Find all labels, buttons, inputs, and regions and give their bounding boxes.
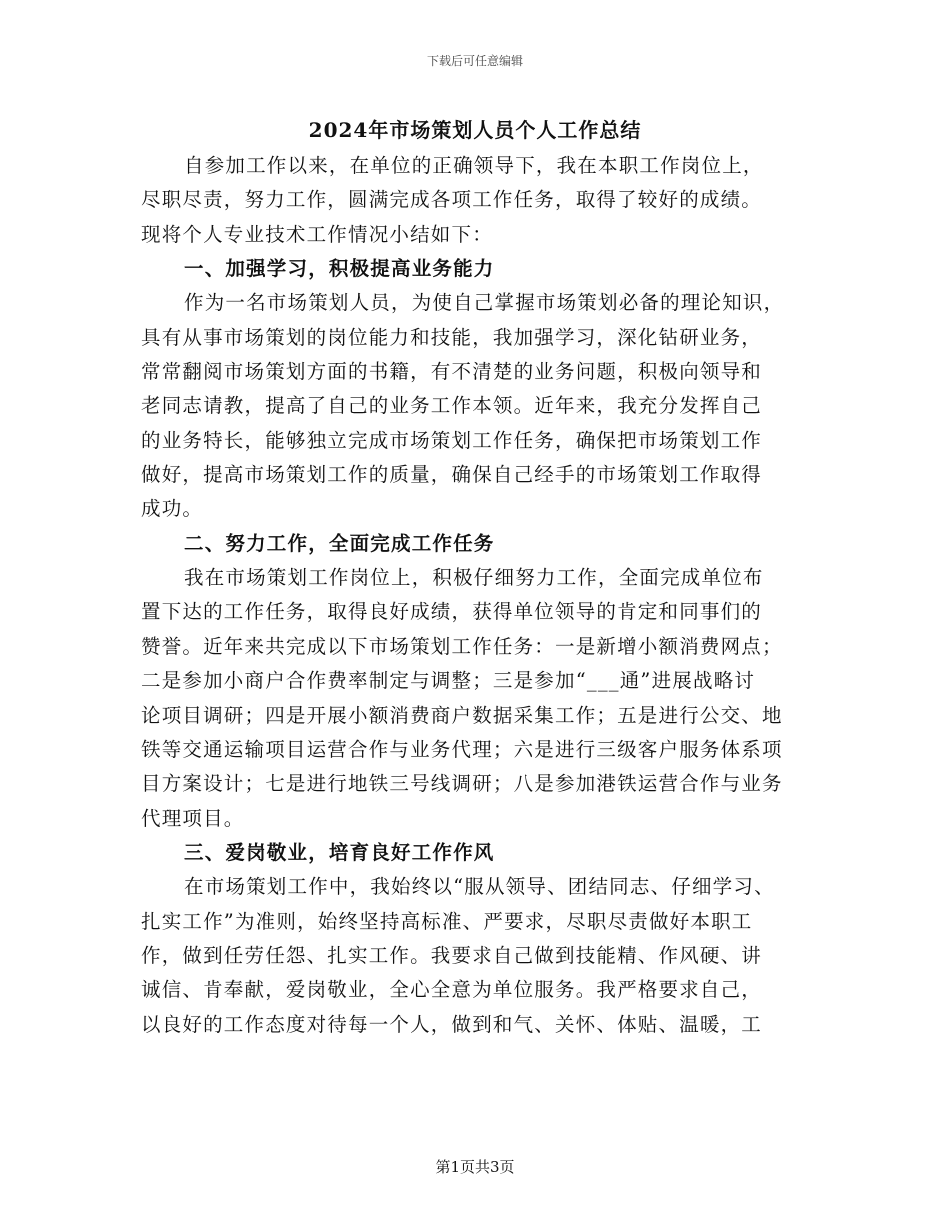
body-line: 具有从事市场策划的岗位能力和技能，我加强学习，深化钻研业务，: [141, 325, 763, 349]
body-line: 诚信、肯奉献，爱岗敬业，全心全意为单位服务。我严格要求自己，: [141, 978, 763, 1002]
document-title: 2024年市场策划人员个人工作总结: [308, 118, 642, 142]
body-line: 作，做到任劳任怨、扎实工作。我要求自己做到技能精、作风硬、讲: [141, 943, 763, 967]
body-line: 做好，提高市场策划工作的质量，确保自己经手的市场策划工作取得: [141, 463, 763, 487]
body-line: 赞誉。近年来共完成以下市场策划工作任务：一是新增小额消费网点；: [141, 634, 783, 658]
body-line: 自参加工作以来，在单位的正确领导下，我在本职工作岗位上，: [184, 154, 764, 177]
body-line: 的业务特长，能够独立完成市场策划工作任务，确保把市场策划工作: [141, 428, 763, 452]
body-line: 以良好的工作态度对待每一个人，做到和气、关怀、体贴、温暖，工: [141, 1012, 763, 1036]
body-line: 扎实工作”为准则，始终坚持高标准、严要求，尽职尽责做好本职工: [141, 909, 753, 933]
body-line: 铁等交通运输项目运营合作与业务代理；六是进行三级客户服务体系项: [141, 737, 783, 761]
body-line: 目方案设计；七是进行地铁三号线调研；八是参加港铁运营合作与业务: [141, 772, 783, 796]
body-line: 论项目调研；四是开展小额消费商户数据采集工作；五是进行公交、地: [141, 703, 783, 727]
body-line: 在市场策划工作中，我始终以“服从领导、团结同志、仔细学习、: [184, 875, 775, 899]
document-body: [141, 149, 821, 1042]
page-footer: 第1页共3页: [435, 1158, 515, 1176]
body-line: 代理项目。: [141, 806, 245, 830]
section-heading: 二、努力工作，全面完成工作任务: [184, 531, 495, 555]
section-heading: 一、加强学习，积极提高业务能力: [184, 257, 495, 281]
body-line: 尽职尽责，努力工作，圆满完成各项工作任务，取得了较好的成绩。: [141, 188, 763, 212]
body-line: 二是参加小商户合作费率制定与调整；三是参加“___通”进展战略讨: [141, 669, 756, 693]
section-heading: 三、爱岗敬业，培育良好工作作风: [184, 840, 495, 864]
body-line: 常常翻阅市场策划方面的书籍，有不清楚的业务问题，积极向领导和: [141, 360, 763, 384]
body-line: 成功。: [141, 497, 204, 521]
body-line: 置下达的工作任务，取得良好成绩，获得单位领导的肯定和同事们的: [141, 600, 763, 624]
body-line: 作为一名市场策划人员，为使自己掌握市场策划必备的理论知识，: [184, 291, 785, 315]
body-line: 现将个人专业技术工作情况小结如下：: [141, 222, 493, 246]
header-note: 下载后可任意编辑: [426, 54, 523, 68]
body-line: 老同志请教，提高了自己的业务工作本领。近年来，我充分发挥自己: [141, 394, 763, 418]
body-line: 我在市场策划工作岗位上，积极仔细努力工作，全面完成单位布: [184, 566, 764, 590]
